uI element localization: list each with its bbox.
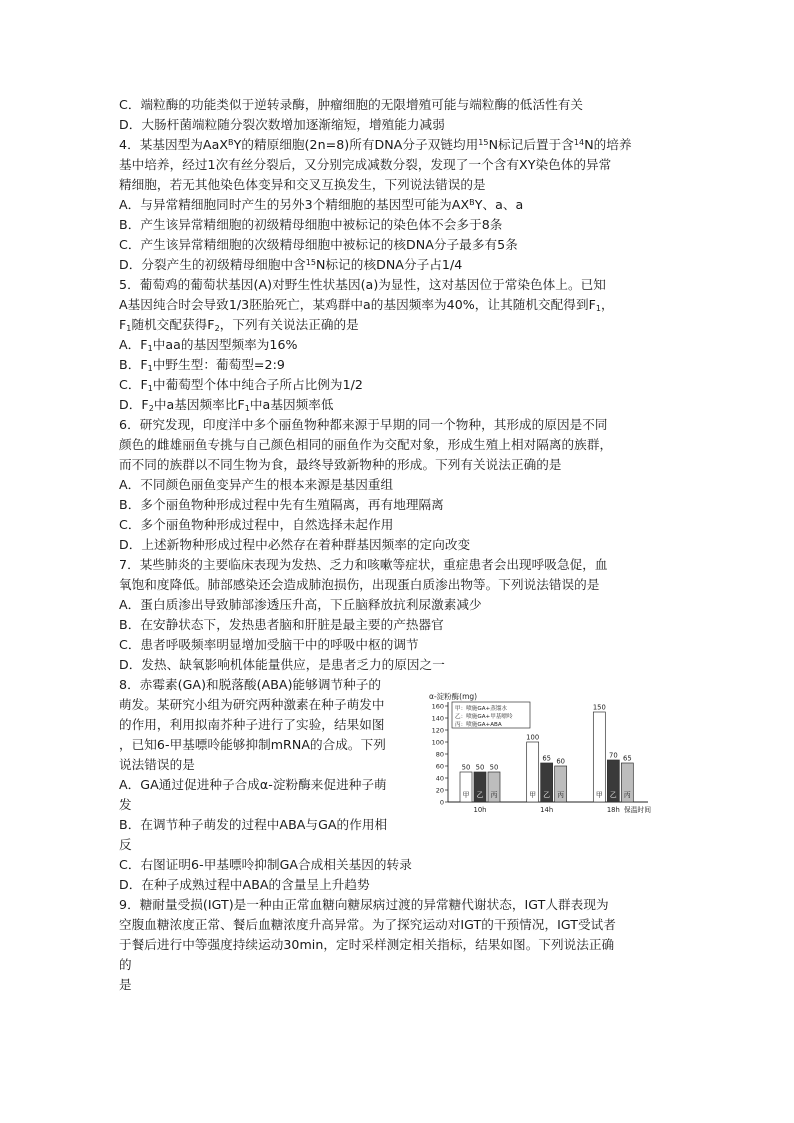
question-8-stem: 8．赤霉素(GA)和脱落酸(ABA)能够调节种子的 — [119, 677, 382, 692]
text-line: 颜色的雌雄丽鱼专挑与自己颜色相同的丽鱼作为交配对象，形成生殖上相对隔离的族群， — [119, 437, 613, 452]
y-tick-label: 60 — [435, 762, 444, 771]
text-line: 空腹血糖浓度正常、餐后血糖浓度升高异常。为了探究运动对IGT的干预情况，IGT受试者 — [119, 917, 616, 932]
bar-value-label: 150 — [592, 703, 606, 712]
bar-value-label: 65 — [542, 754, 551, 763]
bar-value-label: 100 — [526, 733, 540, 742]
text-line: 氧饱和度降低。肺部感染还会造成肺泡损伤，出现蛋白质渗出物等。下列说法错误的是 — [119, 577, 600, 592]
bar-series-label: 丙 — [557, 791, 565, 799]
question-4-stem: 4．某基因型为AaX$^B$Y的精原细胞(2n=8)所有DNA分子双链均用$^{15}$N标记后置于含$^{14}$N的培养 — [119, 137, 632, 152]
bar-value-label: 60 — [556, 757, 565, 766]
text-line: C．端粒酶的功能类似于逆转录酶，肿瘤细胞的无限增殖可能与端粒酶的低活性有关 — [119, 97, 584, 112]
text-line: 反 — [119, 837, 132, 852]
option-a: A．蛋白质渗出导致肺部渗透压升高，下丘脑释放抗利尿激素减少 — [119, 597, 482, 612]
bar-value-label: 65 — [623, 754, 632, 763]
text-line: 而不同的族群以不同生物为食，最终导致新物种的形成。下列有关说法正确的是 — [119, 457, 562, 472]
y-axis-label: α-淀粉酶(mg) — [429, 692, 478, 701]
text-line: $F_1$随机交配获得$F_2$，下列有关说法正确的是 — [119, 317, 359, 333]
option-c: C．多个丽鱼物种形成过程中，自然选择未起作用 — [119, 517, 394, 532]
text-line: 说法错误的是 — [119, 757, 195, 772]
option-d: D．$F_2$中a基因频率比$F_1$中a基因频率低 — [119, 397, 334, 413]
text-line: 的 — [119, 957, 132, 972]
bar-series-label: 乙 — [476, 791, 484, 799]
y-tick-label: 20 — [435, 786, 444, 795]
bar-series-label: 乙 — [609, 791, 617, 799]
bar-value-label: 50 — [475, 763, 485, 772]
option-a: A．不同颜色丽鱼变异产生的根本来源是基因重组 — [119, 477, 394, 492]
option-d: D．上述新物种形成过程中必然存在着种群基因频率的定向改变 — [119, 537, 471, 552]
y-tick-label: 40 — [435, 774, 444, 783]
question-9-stem: 9．糖耐量受损(IGT)是一种由正常血糖向糖尿病过渡的异常糖代谢状态，IGT人群表现为 — [119, 897, 609, 912]
text-line: 的作用，利用拟南芥种子进行了实验，结果如图 — [119, 717, 385, 732]
text-line: D．大肠杆菌端粒随分裂次数增加逐渐缩短，增殖能力减弱 — [119, 117, 445, 132]
option-b: B．在调节种子萌发的过程中ABA与GA的作用相 — [119, 817, 388, 832]
bar-value-label: 50 — [461, 763, 471, 772]
bar-series-label: 丙 — [490, 791, 498, 799]
text-line: A基因纯合时会导致1/3胚胎死亡，某鸡群中a的基因频率为40%，让其随机交配得到$F_1$， — [119, 297, 614, 313]
text-line: 是 — [119, 977, 132, 992]
option-b: B．多个丽鱼物种形成过程中先有生殖隔离，再有地理隔离 — [119, 497, 444, 512]
bar-series-label: 甲 — [462, 791, 470, 799]
x-tick-label: 14h — [540, 806, 554, 814]
question-7-stem: 7．某些肺炎的主要临床表现为发热、乏力和咳嗽等症状，重症患者会出现呼吸急促，血 — [119, 557, 608, 572]
option-c: C．患者呼吸频率明显增加受脑干中的呼吸中枢的调节 — [119, 637, 419, 652]
option-b: B．在安静状态下，发热患者脑和肝脏是最主要的产热器官 — [119, 617, 444, 632]
chart-svg — [426, 688, 676, 818]
bar — [593, 712, 605, 802]
text-line: 发 — [119, 797, 132, 812]
amylase-bar-chart — [426, 688, 676, 818]
option-c: C．$F_1$中葡萄型个体中纯合子所占比例为1/2 — [119, 377, 363, 393]
text-line: 精细胞，若无其他染色体变异和交叉互换发生，下列说法错误的是 — [119, 177, 486, 192]
text-line: 萌发。某研究小组为研究两种激素在种子萌发中 — [119, 697, 385, 712]
bar-series-label: 甲 — [529, 791, 537, 799]
y-tick-label: 100 — [431, 738, 444, 747]
option-a: A．GA通过促进种子合成α-淀粉酶来促进种子萌 — [119, 777, 387, 792]
bar-series-label: 丙 — [623, 791, 631, 799]
option-b: B．产生该异常精细胞的初级精母细胞中被标记的染色体不会多于8条 — [119, 217, 503, 232]
x-tick-label: 10h — [473, 806, 487, 814]
option-d: D．分裂产生的初级精母细胞中含$^{15}$N标记的核DNA分子占1/4 — [119, 257, 463, 272]
x-tick-label: 18h — [606, 806, 620, 814]
legend-entry: 丙：喷施GA+ABA — [455, 722, 502, 728]
text-line: 于餐后进行中等强度持续运动30min，定时采样测定相关指标，结果如图。下列说法正确 — [119, 937, 615, 952]
text-line: ，已知6-甲基嘌呤能够抑制mRNA的合成。下列 — [119, 737, 386, 752]
y-tick-label: 120 — [431, 726, 444, 735]
option-a: A．与异常精细胞同时产生的另外3个精细胞的基因型可能为$AX^BY$、a、a — [119, 197, 524, 212]
bar-value-label: 50 — [489, 763, 499, 772]
option-d: D．发热、缺氧影响机体能量供应，是患者乏力的原因之一 — [119, 657, 445, 672]
y-tick-label: 0 — [439, 798, 444, 807]
y-tick-label: 140 — [431, 714, 444, 723]
option-c: C．产生该异常精细胞的次级精母细胞中被标记的核DNA分子最多有5条 — [119, 237, 518, 252]
option-a: A．$F_1$中aa的基因型频率为16% — [119, 337, 298, 353]
bar-value-label: 70 — [609, 751, 618, 760]
text-line: 基中培养，经过1次有丝分裂后，又分别完成减数分裂，发现了一个含有XY染色体的异常 — [119, 157, 612, 172]
option-b: B．$F_1$中野生型：葡萄型=2:9 — [119, 357, 285, 373]
bar-series-label: 甲 — [595, 791, 603, 799]
question-5-stem: 5．葡萄鸡的葡萄状基因(A)对野生性状基因(a)为显性，这对基因位于常染色体上。已知 — [119, 277, 606, 292]
option-c: C．右图证明6-甲基嘌呤抑制GA合成相关基因的转录 — [119, 857, 412, 872]
x-axis-label: 保温时间 — [623, 806, 651, 814]
option-d: D．在种子成熟过程中ABA的含量呈上升趋势 — [119, 877, 370, 892]
legend-entry: 甲：喷施GA+蒸馏水 — [455, 706, 508, 712]
legend-entry: 乙：喷施GA+甲基嘌呤 — [455, 714, 513, 720]
y-tick-label: 80 — [435, 750, 444, 759]
bar-series-label: 乙 — [543, 791, 551, 799]
question-6-stem: 6．研究发现，印度洋中多个丽鱼物种都来源于早期的同一个物种，其形成的原因是不同 — [119, 417, 608, 432]
y-tick-label: 160 — [431, 702, 444, 711]
